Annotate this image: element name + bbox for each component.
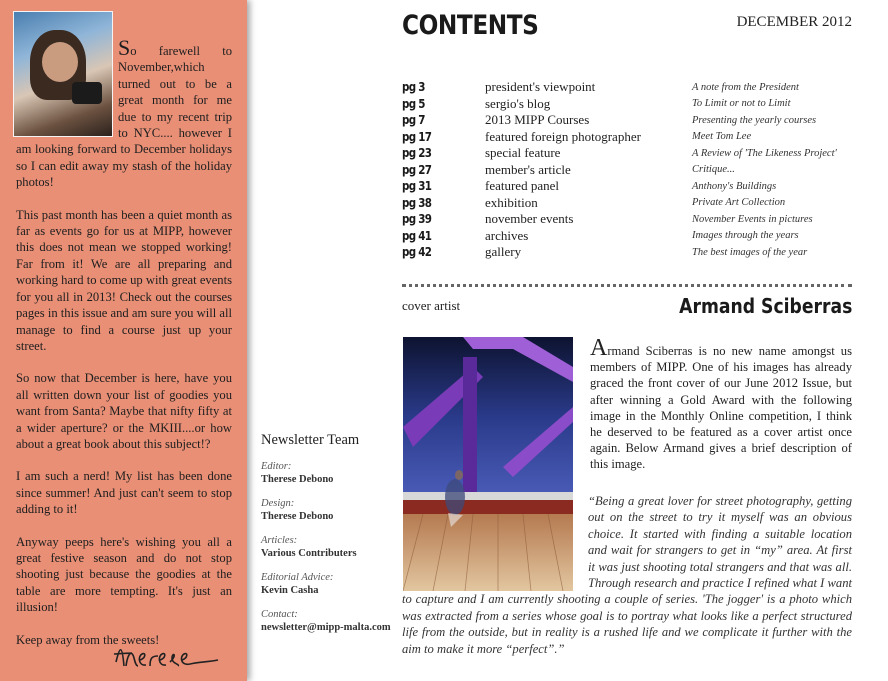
toc-page-number: pg 39: [402, 212, 432, 227]
editorial-paragraph-5: Anyway peeps here's wishing you all a great festive season and do not stop shooting just because the goodies at the table are more tempting. It's just an illusion!: [16, 534, 232, 615]
artist-intro-text: rmand Sciberras is no new name amongst us members of MIPP. One of his images has already graced the front cover of our June 2012 Issue, but after winning a Gold Award with the following image in the Monthly Online competition, I think he deserved to be featured as a cover artist once again. Below Armand gives a brief description of this image.: [590, 344, 852, 472]
team-role: Articles:: [261, 535, 298, 546]
toc-description: A note from the President: [692, 81, 799, 93]
artist-quote: [402, 493, 852, 657]
toc-description: Images through the years: [692, 230, 799, 242]
toc-title: november events: [485, 211, 574, 227]
toc-page-number: pg 38: [402, 195, 432, 210]
toc-title: archives: [485, 227, 529, 243]
therese-signature: [112, 640, 222, 674]
issue-date: DECEMBER 2012: [736, 14, 852, 30]
toc-page-number: pg 3: [402, 80, 425, 95]
toc-row[interactable]: [402, 162, 862, 179]
toc-title: member's article: [485, 161, 571, 177]
toc-page-number: pg 5: [402, 96, 425, 111]
toc-description: Anthony's Buildings: [692, 180, 777, 192]
team-role: Contact:: [261, 609, 298, 620]
team-heading: Newsletter Team: [261, 432, 360, 448]
toc-title: featured panel: [485, 178, 559, 194]
toc-title: exhibition: [485, 194, 538, 210]
team-name: Therese Debono: [261, 474, 334, 485]
toc-title: sergio's blog: [485, 95, 551, 111]
toc-page-number: pg 31: [402, 179, 432, 194]
toc-row[interactable]: [402, 178, 862, 195]
toc-row[interactable]: [402, 129, 862, 146]
editorial-paragraph-3: So now that December is here, have you all written down your list of goodies you want from Santa? Maybe that nifty fifty at a wider aperture? or the MKIII....or how about a great book about this subject!?: [16, 371, 232, 451]
team-member: [261, 498, 391, 523]
toc-row[interactable]: [402, 211, 862, 228]
artist-intro: [590, 335, 852, 473]
toc-row[interactable]: [402, 228, 862, 245]
team-role: Design:: [261, 498, 295, 509]
toc-row[interactable]: [402, 96, 862, 113]
toc-title: featured foreign photographer: [485, 128, 641, 144]
toc-title: president's viewpoint: [485, 79, 596, 95]
toc-description: The best images of the year: [692, 246, 808, 258]
editorial-paragraph-1: [16, 35, 232, 191]
table-of-contents: [402, 79, 862, 261]
newsletter-team: [261, 432, 391, 646]
team-name: Various Contributers: [261, 548, 357, 559]
toc-page-number: pg 23: [402, 146, 432, 161]
artist-name: Armand Sciberras: [678, 294, 852, 318]
toc-row[interactable]: [402, 112, 862, 129]
toc-title: 2013 MIPP Courses: [485, 112, 590, 128]
toc-page-number: pg 7: [402, 113, 425, 128]
editorial-paragraph-2: This past month has been a quiet month as far as events go for us at MIPP, however this does not mean we stopped working! Far from it! We are all preparing and working hard to come up with great events for you all in 2013! Check out the courses pages in this issue and am sure you will all manage to find a course just up your street.: [16, 207, 232, 353]
toc-row[interactable]: [402, 145, 862, 162]
editorial-paragraph-4: I am such a nerd! My list has been done since summer! And just can't seem to stop adding to it!: [16, 469, 232, 517]
toc-page-number: pg 27: [402, 162, 432, 177]
toc-row[interactable]: [402, 195, 862, 212]
editorial-sidebar: [0, 0, 247, 681]
team-role: Editorial Advice:: [261, 572, 334, 583]
toc-title: special feature: [485, 145, 561, 161]
toc-page-number: pg 42: [402, 245, 432, 260]
toc-page-number: pg 17: [402, 129, 432, 144]
team-member: [261, 535, 391, 560]
editorial-dropcap: S: [118, 35, 131, 60]
contents-title: CONTENTS: [402, 10, 539, 41]
intro-dropcap: A: [590, 335, 608, 361]
toc-description: Meet Tom Lee: [692, 131, 752, 143]
section-divider: [402, 284, 852, 287]
toc-description: Presenting the yearly courses: [692, 114, 817, 126]
toc-row[interactable]: [402, 79, 862, 96]
team-member: [261, 572, 391, 597]
editorial-paragraph-1-text: o farewell to November,which turned out to be a great month for me due to my recent trip to NYC.... however I am looking forward to December holidays so I can edit away my stash of the holiday photos!: [16, 44, 232, 190]
editorial-text: [16, 35, 232, 664]
toc-description: A Review of 'The Likeness Project': [692, 147, 837, 159]
team-name: Kevin Casha: [261, 585, 319, 596]
toc-page-number: pg 41: [402, 228, 432, 243]
team-role: Editor:: [261, 461, 292, 472]
team-name: Therese Debono: [261, 511, 334, 522]
artist-quote-text: “Being a great lover for street photography, getting out on the street to try it myself was an obvious choice. It started with finding a suitable location and wait for strangers to get in “my” area. At first it was just shooting total strangers and that was all. Through research and practice I refined what I want to capture and I am currently shooting a couple of series. 'The jogger' is a photo which was extracted from a series whose goal is to portray what looks like a perfect structured life from the outside, but in reality is a rushed life and we complicate it further with the aim to make it more “perfect”.”: [402, 494, 852, 656]
editorial-paragraph-6: Keep away from the sweets!: [16, 632, 160, 647]
team-contact-email[interactable]: newsletter@mipp-malta.com: [261, 622, 391, 633]
cover-artist-label: cover artist: [402, 298, 461, 313]
toc-description: November Events in pictures: [692, 213, 813, 225]
toc-description: To Limit or not to Limit: [692, 98, 791, 110]
toc-description: Critique...: [692, 164, 735, 176]
team-member: [261, 609, 391, 634]
toc-row[interactable]: [402, 244, 862, 261]
toc-title: gallery: [485, 244, 522, 260]
team-member: [261, 461, 391, 486]
toc-description: Private Art Collection: [692, 197, 786, 209]
